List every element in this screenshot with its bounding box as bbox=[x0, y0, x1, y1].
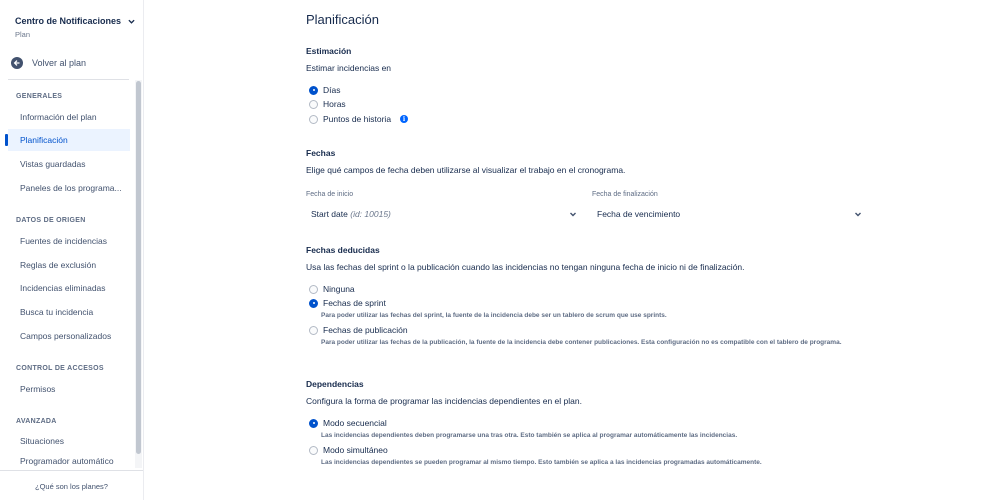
radio-selected-icon[interactable] bbox=[309, 86, 318, 95]
sidebar-item-paneles[interactable]: Paneles de los programa... bbox=[20, 183, 122, 193]
fechas-deducidas-heading: Fechas deducidas bbox=[306, 245, 380, 255]
radio-modo-simultaneo[interactable] bbox=[309, 445, 388, 455]
sidebar-item-busca[interactable]: Busca tu incidencia bbox=[20, 307, 94, 317]
section-control-accesos: CONTROL DE ACCESOS bbox=[16, 365, 104, 372]
radio-puntos-historia[interactable] bbox=[309, 114, 408, 124]
chevron-down-icon bbox=[569, 210, 577, 218]
sidebar-item-planificacion[interactable]: Planificación bbox=[8, 129, 130, 151]
radio-fechas-sprint[interactable] bbox=[309, 298, 386, 308]
radio-label: Ninguna bbox=[323, 284, 355, 294]
radio-selected-icon[interactable] bbox=[309, 419, 318, 428]
sidebar-item-permisos[interactable]: Permisos bbox=[20, 384, 56, 394]
sidebar-item-fuentes[interactable]: Fuentes de incidencias bbox=[20, 236, 107, 246]
radio-unselected-icon[interactable] bbox=[309, 115, 318, 124]
section-generales: GENERALES bbox=[16, 93, 63, 100]
simultaneo-help-text: Las incidencias dependientes se pueden programar al mismo tiempo. Esto también se aplica a las incidencias programadas automáticamente. bbox=[321, 459, 762, 466]
fechas-desc: Elige qué campos de fecha deben utilizarse al visualizar el trabajo en el cronograma. bbox=[306, 165, 626, 175]
radio-ninguna[interactable] bbox=[309, 284, 355, 294]
radio-label: Fechas de publicación bbox=[323, 325, 408, 335]
sidebar bbox=[0, 0, 144, 500]
sidebar-item-campos[interactable]: Campos personalizados bbox=[20, 331, 112, 341]
radio-label: Días bbox=[323, 85, 341, 95]
chevron-down-icon bbox=[854, 210, 862, 218]
sidebar-item-vistas[interactable]: Vistas guardadas bbox=[20, 159, 86, 169]
dependencias-heading: Dependencias bbox=[306, 379, 364, 389]
chevron-down-icon bbox=[128, 18, 135, 25]
start-date-id: (id: 10015) bbox=[350, 209, 391, 219]
divider bbox=[0, 470, 143, 471]
radio-label: Modo simultáneo bbox=[323, 445, 388, 455]
radio-label: Puntos de historia bbox=[323, 114, 392, 124]
radio-label: Fechas de sprint bbox=[323, 298, 386, 308]
sidebar-item-programador[interactable]: Programador automático bbox=[20, 456, 114, 466]
project-title: Centro de Notificaciones bbox=[15, 16, 122, 26]
arrow-left-icon bbox=[11, 57, 23, 69]
fechas-deducidas-desc: Usa las fechas del sprint o la publicación cuando las incidencias no tengan ninguna fecha de inicio ni de finalización. bbox=[306, 262, 745, 272]
info-icon[interactable]: i bbox=[400, 115, 408, 123]
radio-dias[interactable] bbox=[309, 85, 340, 95]
sidebar-item-situaciones[interactable]: Situaciones bbox=[20, 436, 64, 446]
end-date-select[interactable] bbox=[592, 205, 862, 223]
section-datos-origen: DATOS DE ORIGEN bbox=[16, 217, 86, 224]
estimacion-heading: Estimación bbox=[306, 46, 352, 56]
radio-unselected-icon[interactable] bbox=[309, 100, 318, 109]
end-date-value: Fecha de vencimiento bbox=[597, 209, 681, 219]
estimacion-desc: Estimar incidencias en bbox=[306, 63, 392, 73]
section-avanzada: AVANZADA bbox=[16, 418, 57, 425]
end-date-label: Fecha de finalización bbox=[592, 191, 658, 198]
start-date-value-wrap bbox=[311, 209, 391, 219]
sidebar-scrollbar-thumb[interactable] bbox=[136, 81, 141, 454]
project-switcher[interactable] bbox=[15, 16, 135, 26]
start-date-value: Start date bbox=[311, 209, 348, 219]
what-are-plans-link[interactable]: ¿Qué son los planes? bbox=[35, 482, 108, 491]
secuencial-help-text: Las incidencias dependientes deben programarse una tras otra. Esto también se aplica al programar automáticamente las incidencias. bbox=[321, 432, 738, 439]
project-subtitle: Plan bbox=[15, 30, 31, 39]
back-label: Volver al plan bbox=[32, 58, 87, 68]
back-to-plan-link[interactable] bbox=[11, 57, 86, 69]
radio-label: Horas bbox=[323, 99, 346, 109]
radio-modo-secuencial[interactable] bbox=[309, 418, 387, 428]
sidebar-item-eliminadas[interactable]: Incidencias eliminadas bbox=[20, 283, 106, 293]
dependencias-desc: Configura la forma de programar las incidencias dependientes en el plan. bbox=[306, 396, 582, 406]
page-title: Planificación bbox=[306, 12, 379, 27]
radio-fechas-publicacion[interactable] bbox=[309, 325, 408, 335]
radio-selected-icon[interactable] bbox=[309, 299, 318, 308]
radio-unselected-icon[interactable] bbox=[309, 326, 318, 335]
fechas-heading: Fechas bbox=[306, 148, 336, 158]
sprint-help-text: Para poder utilizar las fechas del sprint, la fuente de la incidencia debe ser un tablero de scrum que use sprints. bbox=[321, 312, 667, 319]
divider bbox=[8, 79, 129, 80]
start-date-select[interactable] bbox=[306, 205, 577, 223]
sidebar-item-reglas[interactable]: Reglas de exclusión bbox=[20, 260, 97, 270]
radio-unselected-icon[interactable] bbox=[309, 285, 318, 294]
radio-horas[interactable] bbox=[309, 99, 346, 109]
publicacion-help-text: Para poder utilizar las fechas de la publicación, la fuente de la incidencia debe contener publicaciones. Esta configuración no es compatible con el tablero de programa. bbox=[321, 339, 842, 346]
radio-label: Modo secuencial bbox=[323, 418, 387, 428]
radio-unselected-icon[interactable] bbox=[309, 446, 318, 455]
start-date-label: Fecha de inicio bbox=[306, 191, 354, 198]
sidebar-item-informacion[interactable]: Información del plan bbox=[20, 112, 97, 122]
